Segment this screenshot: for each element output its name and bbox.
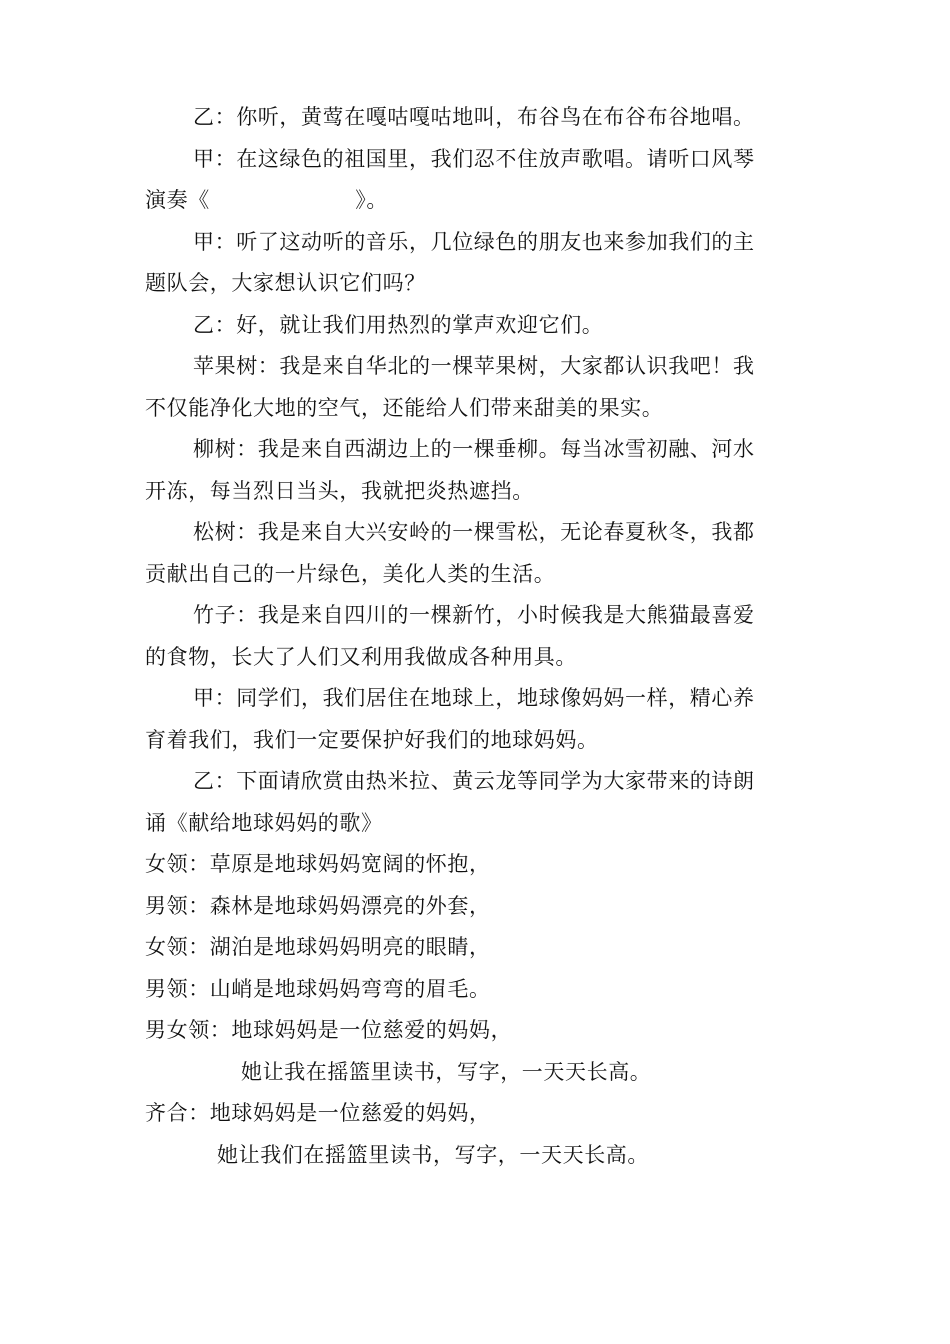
text-line: 齐合：地球妈妈是一位慈爱的妈妈， <box>145 1101 491 1125</box>
text-line: 竹子：我是来自四川的一棵新竹，小时候我是大熊猫最喜爱 <box>193 603 755 627</box>
text-line: 题队会，大家想认识它们吗？ <box>145 271 426 295</box>
text-line: 女领：湖泊是地球妈妈明亮的眼睛， <box>145 935 491 959</box>
text-line: 男女领：地球妈妈是一位慈爱的妈妈， <box>145 1018 513 1042</box>
text-line: 乙：好，就让我们用热烈的掌声欢迎它们。 <box>193 313 604 337</box>
text-line: 育着我们，我们一定要保护好我们的地球妈妈。 <box>145 728 599 752</box>
text-line: 开冻，每当烈日当头，我就把炎热遮挡。 <box>145 479 534 503</box>
text-line: 女领：草原是地球妈妈宽阔的怀抱， <box>145 852 491 876</box>
text-line: 男领：森林是地球妈妈漂亮的外套， <box>145 894 491 918</box>
text-line: 松树：我是来自大兴安岭的一棵雪松，无论春夏秋冬，我都 <box>193 520 755 544</box>
text-line: 的食物，长大了人们又利用我做成各种用具。 <box>145 645 577 669</box>
text-line: 甲：听了这动听的音乐，几位绿色的朋友也来参加我们的主 <box>193 230 755 254</box>
text-line: 乙：你听，黄莺在嘎咕嘎咕地叫，布谷鸟在布谷布谷地唱。 <box>193 105 755 129</box>
text-line: 贡献出自己的一片绿色，美化人类的生活。 <box>145 562 556 586</box>
text-line: 诵《献给地球妈妈的歌》 <box>145 811 383 835</box>
text-line: 苹果树：我是来自华北的一棵苹果树，大家都认识我吧！我 <box>193 354 755 378</box>
text-line: 甲：同学们，我们居住在地球上，地球像妈妈一样，精心养 <box>193 686 755 710</box>
text-line: 柳树：我是来自西湖边上的一棵垂柳。每当冰雪初融、河水 <box>193 437 755 461</box>
text-line: 不仅能净化大地的空气，还能给人们带来甜美的果实。 <box>145 396 664 420</box>
text-line: 她让我们在摇篮里读书，写字，一天天长高。 <box>217 1143 649 1167</box>
text-line: 演奏《 》。 <box>145 188 389 212</box>
text-line: 她让我在摇篮里读书，写字，一天天长高。 <box>241 1060 652 1084</box>
text-line: 甲：在这绿色的祖国里，我们忍不住放声歌唱。请听口风琴 <box>193 147 755 171</box>
text-line: 男领：山峭是地球妈妈弯弯的眉毛。 <box>145 977 491 1001</box>
text-line: 乙：下面请欣赏由热米拉、黄云龙等同学为大家带来的诗朗 <box>193 769 755 793</box>
